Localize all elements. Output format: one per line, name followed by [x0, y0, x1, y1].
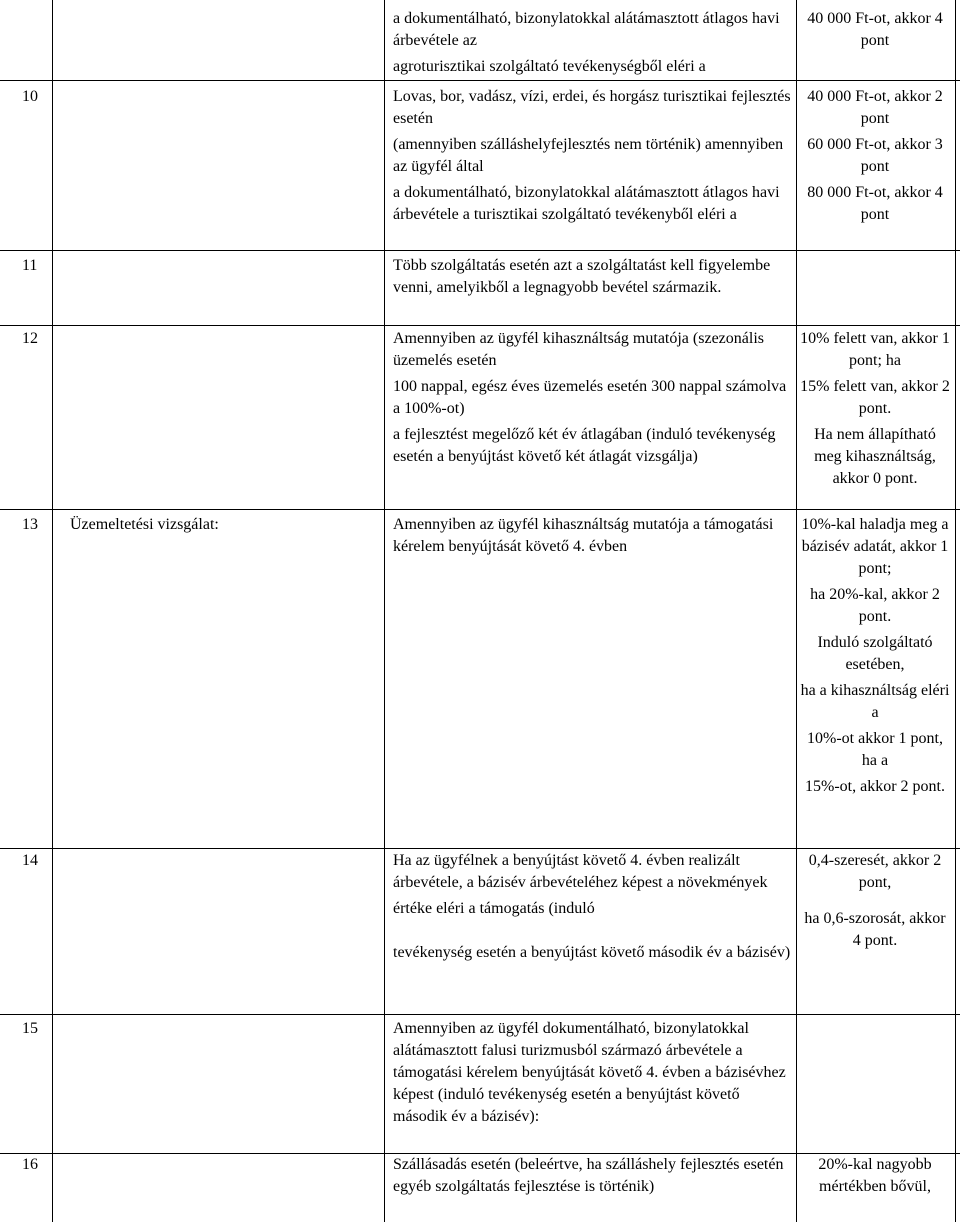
score-text: Induló szolgáltató esetében, [817, 634, 933, 673]
table-row-divider [0, 848, 960, 849]
row-number: 14 [22, 852, 38, 869]
table-row-scores [800, 328, 950, 490]
table-row-scores [800, 86, 950, 226]
score-text: ha 20%-kal, akkor 2 pont. [810, 586, 940, 625]
condition-text: Amennyiben az ügyfél kihasználtság mutatója (szezonális üzemelés esetén [393, 330, 764, 369]
score-text: 15% felett van, akkor 2 pont. [800, 378, 950, 417]
score-text: 10% felett van, akkor 1 pont; ha [800, 330, 950, 369]
table-row-divider [0, 250, 960, 251]
score-text: 0,4-szeresét, akkor 2 pont, [808, 852, 942, 891]
condition-text: agroturisztikai szolgáltató tevékenységből eléri a [393, 58, 706, 75]
table-column-divider [955, 0, 956, 1222]
condition-text: Amennyiben az ügyfél dokumentálható, bizonylatokkal alátámasztott falusi turizmusból származó árbevétele a támogatási kérelem benyújtását követő 4. évben a bázisévhez képest (induló tevékenység esetén a benyújtást követő második év a bázisév): [393, 1020, 786, 1125]
table-row-conditions [393, 1018, 791, 1128]
condition-text: Szállásadás esetén (beleértve, ha szálláshely fejlesztés esetén egyéb szolgáltatás fejlesztése is történik) [393, 1156, 784, 1195]
condition-text: értéke eléri a támogatás (induló [393, 900, 595, 917]
row-number: 15 [22, 1020, 38, 1037]
condition-text: tevékenység esetén a benyújtást követő második év a bázisév) [393, 944, 791, 961]
score-text: ha a kihasználtság eléri a [800, 682, 950, 721]
table-row-conditions [393, 514, 791, 558]
score-text: 10%-kal haladja meg a bázisév adatát, akkor 1 pont; [801, 516, 949, 577]
score-text: 40 000 Ft-ot, akkor 4 pont [807, 10, 943, 49]
row-number: 10 [22, 88, 38, 105]
table-row-divider [0, 1014, 960, 1015]
condition-text: Több szolgáltatás esetén azt a szolgáltatást kell figyelembe venni, amelyikből a legnagyobb bevétel származik. [393, 257, 771, 296]
table-column-divider [52, 0, 53, 1222]
condition-text: Lovas, bor, vadász, vízi, erdei, és horgász turisztikai fejlesztés esetén [393, 88, 791, 127]
table-row-divider [0, 80, 960, 81]
condition-text: a dokumentálható, bizonylatokkal alátámasztott átlagos havi árbevétele az [393, 10, 780, 49]
row-number: 11 [22, 257, 38, 274]
table-row-conditions [393, 328, 791, 468]
table-row-conditions [393, 86, 791, 226]
score-text: 80 000 Ft-ot, akkor 4 pont [807, 184, 943, 223]
score-text: ha 0,6-szorosát, akkor 4 pont. [804, 910, 946, 949]
score-text: 20%-kal nagyobb mértékben bővül, [818, 1156, 932, 1195]
table-row-divider [0, 509, 960, 510]
table-column-divider [796, 0, 797, 1222]
condition-text: a fejlesztést megelőző két év átlagában (induló tevékenység esetén a benyújtást követő két átlagát vizsgálja) [393, 426, 776, 465]
table-row-conditions [393, 1154, 791, 1198]
table-row-divider [0, 325, 960, 326]
table-row-conditions [393, 850, 791, 964]
table-row-scores [800, 514, 950, 798]
condition-text: a dokumentálható, bizonylatokkal alátámasztott átlagos havi árbevétele a turisztikai szolgáltató tevékenyből eléri a [393, 184, 780, 223]
score-text: 15%-ot, akkor 2 pont. [805, 778, 945, 795]
table-row-scores [800, 8, 950, 52]
row-number: 12 [22, 330, 38, 347]
table-row-conditions [393, 255, 791, 299]
condition-text: 100 nappal, egész éves üzemelés esetén 300 nappal számolva a 100%-ot) [393, 378, 787, 417]
row-number: 16 [22, 1156, 38, 1173]
row-label: Üzemeltetési vizsgálat: [70, 516, 219, 533]
condition-text: Amennyiben az ügyfél kihasználtság mutatója a támogatási kérelem benyújtását követő 4. évben [393, 516, 774, 555]
score-text: 40 000 Ft-ot, akkor 2 pont [807, 88, 943, 127]
table-row-scores [800, 1154, 950, 1198]
score-text: 60 000 Ft-ot, akkor 3 pont [807, 136, 943, 175]
table-column-divider [384, 0, 385, 1222]
row-number: 13 [22, 516, 38, 533]
table-row-scores [800, 850, 950, 952]
condition-text: Ha az ügyfélnek a benyújtást követő 4. évben realizált árbevétele, a bázisév árbevételéhez képest a növekmények [393, 852, 768, 891]
table-row-conditions [393, 8, 791, 78]
score-text: 10%-ot akkor 1 pont, ha a [807, 730, 943, 769]
score-text: Ha nem állapítható meg kihasználtság, akkor 0 pont. [814, 426, 936, 487]
condition-text: (amennyiben szálláshelyfejlesztés nem történik) amennyiben az ügyfél által [393, 136, 784, 175]
